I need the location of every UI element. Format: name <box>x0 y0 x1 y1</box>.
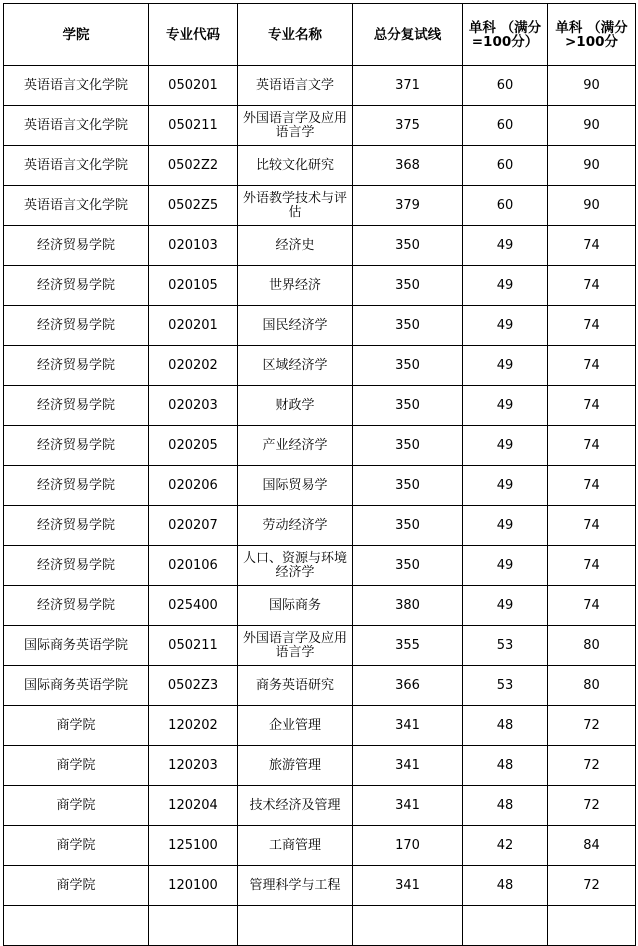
cell-single-over100: 90 <box>548 66 636 106</box>
cell-single-100: 60 <box>463 66 548 106</box>
cell-code: 0502Z2 <box>149 146 238 186</box>
cell-college: 商学院 <box>4 746 149 786</box>
cell-code: 120204 <box>149 786 238 826</box>
cell-empty <box>4 906 149 946</box>
cell-major: 商务英语研究 <box>238 666 353 706</box>
cell-college: 英语语言文化学院 <box>4 66 149 106</box>
cell-single-over100: 74 <box>548 426 636 466</box>
cell-major: 财政学 <box>238 386 353 426</box>
cell-empty <box>238 906 353 946</box>
table-row <box>4 306 636 346</box>
cell-major: 国际贸易学 <box>238 466 353 506</box>
cell-college: 经济贸易学院 <box>4 346 149 386</box>
cell-code: 020105 <box>149 266 238 306</box>
cell-college: 商学院 <box>4 706 149 746</box>
table-row <box>4 266 636 306</box>
cell-total-line: 368 <box>353 146 463 186</box>
cell-code: 020106 <box>149 546 238 586</box>
cell-college: 英语语言文化学院 <box>4 106 149 146</box>
cell-college: 商学院 <box>4 866 149 906</box>
header-total-line: 总分复试线 <box>353 4 463 66</box>
cell-single-over100: 74 <box>548 386 636 426</box>
cell-college: 经济贸易学院 <box>4 386 149 426</box>
cell-single-100: 49 <box>463 306 548 346</box>
cell-code: 125100 <box>149 826 238 866</box>
cell-total-line: 350 <box>353 386 463 426</box>
cell-single-100: 49 <box>463 546 548 586</box>
cell-total-line: 355 <box>353 626 463 666</box>
table-row <box>4 346 636 386</box>
cell-college: 国际商务英语学院 <box>4 666 149 706</box>
table-row <box>4 666 636 706</box>
table-row <box>4 866 636 906</box>
table-row <box>4 746 636 786</box>
cell-code: 0502Z3 <box>149 666 238 706</box>
cell-single-over100: 74 <box>548 266 636 306</box>
cell-single-100: 48 <box>463 746 548 786</box>
cell-major: 技术经济及管理 <box>238 786 353 826</box>
cell-total-line: 375 <box>353 106 463 146</box>
table-row <box>4 466 636 506</box>
cell-single-over100: 72 <box>548 786 636 826</box>
cell-single-100: 49 <box>463 466 548 506</box>
cell-single-over100: 74 <box>548 346 636 386</box>
table-row <box>4 546 636 586</box>
cell-college: 经济贸易学院 <box>4 466 149 506</box>
cell-major: 劳动经济学 <box>238 506 353 546</box>
partial-row <box>4 906 636 946</box>
header-college: 学院 <box>4 4 149 66</box>
cell-total-line: 350 <box>353 226 463 266</box>
score-table <box>3 3 636 946</box>
header-major: 专业名称 <box>238 4 353 66</box>
cell-total-line: 341 <box>353 866 463 906</box>
cell-single-over100: 74 <box>548 466 636 506</box>
cell-code: 020202 <box>149 346 238 386</box>
cell-single-100: 60 <box>463 186 548 226</box>
cell-major: 区域经济学 <box>238 346 353 386</box>
cell-major: 外语教学技术与评估 <box>238 186 353 226</box>
cell-major: 外国语言学及应用语言学 <box>238 626 353 666</box>
table-row <box>4 786 636 826</box>
cell-college: 商学院 <box>4 786 149 826</box>
cell-single-over100: 90 <box>548 146 636 186</box>
cell-empty <box>149 906 238 946</box>
cell-major: 比较文化研究 <box>238 146 353 186</box>
cell-single-over100: 74 <box>548 586 636 626</box>
cell-single-100: 49 <box>463 266 548 306</box>
cell-total-line: 350 <box>353 466 463 506</box>
table-row <box>4 826 636 866</box>
cell-major: 工商管理 <box>238 826 353 866</box>
cell-total-line: 366 <box>353 666 463 706</box>
cell-total-line: 350 <box>353 546 463 586</box>
header-code: 专业代码 <box>149 4 238 66</box>
table-row <box>4 706 636 746</box>
cell-single-100: 48 <box>463 706 548 746</box>
cell-code: 120100 <box>149 866 238 906</box>
cell-empty <box>353 906 463 946</box>
cell-single-over100: 90 <box>548 106 636 146</box>
cell-single-100: 49 <box>463 346 548 386</box>
cell-college: 经济贸易学院 <box>4 226 149 266</box>
cell-single-over100: 90 <box>548 186 636 226</box>
cell-code: 020201 <box>149 306 238 346</box>
table-row <box>4 106 636 146</box>
cell-total-line: 341 <box>353 786 463 826</box>
cell-major: 人口、资源与环境经济学 <box>238 546 353 586</box>
cell-major: 产业经济学 <box>238 426 353 466</box>
cell-single-over100: 74 <box>548 306 636 346</box>
cell-code: 025400 <box>149 586 238 626</box>
table-row <box>4 146 636 186</box>
cell-total-line: 380 <box>353 586 463 626</box>
cell-code: 020103 <box>149 226 238 266</box>
cell-college: 经济贸易学院 <box>4 546 149 586</box>
table-row <box>4 186 636 226</box>
cell-total-line: 341 <box>353 746 463 786</box>
cell-single-100: 60 <box>463 146 548 186</box>
cell-single-over100: 74 <box>548 546 636 586</box>
cell-total-line: 170 <box>353 826 463 866</box>
cell-single-100: 48 <box>463 866 548 906</box>
cell-single-100: 48 <box>463 786 548 826</box>
cell-single-100: 49 <box>463 386 548 426</box>
cell-major: 旅游管理 <box>238 746 353 786</box>
cell-single-over100: 74 <box>548 226 636 266</box>
table-row <box>4 626 636 666</box>
cell-major: 经济史 <box>238 226 353 266</box>
cell-total-line: 350 <box>353 506 463 546</box>
table-row <box>4 506 636 546</box>
cell-total-line: 341 <box>353 706 463 746</box>
cell-single-over100: 80 <box>548 626 636 666</box>
cell-total-line: 350 <box>353 306 463 346</box>
cell-code: 050201 <box>149 66 238 106</box>
cell-total-line: 350 <box>353 346 463 386</box>
cell-empty <box>463 906 548 946</box>
cell-major: 外国语言学及应用语言学 <box>238 106 353 146</box>
cell-single-100: 49 <box>463 506 548 546</box>
cell-college: 国际商务英语学院 <box>4 626 149 666</box>
cell-major: 世界经济 <box>238 266 353 306</box>
cell-single-100: 53 <box>463 666 548 706</box>
cell-single-over100: 84 <box>548 826 636 866</box>
cell-major: 国民经济学 <box>238 306 353 346</box>
cell-single-100: 49 <box>463 426 548 466</box>
table-row <box>4 426 636 466</box>
cell-major: 英语语言文学 <box>238 66 353 106</box>
cell-major: 管理科学与工程 <box>238 866 353 906</box>
cell-total-line: 350 <box>353 426 463 466</box>
cell-single-over100: 74 <box>548 506 636 546</box>
cell-total-line: 350 <box>353 266 463 306</box>
cell-college: 经济贸易学院 <box>4 306 149 346</box>
table-row <box>4 226 636 266</box>
cell-empty <box>548 906 636 946</box>
cell-single-over100: 72 <box>548 746 636 786</box>
cell-total-line: 371 <box>353 66 463 106</box>
cell-single-over100: 72 <box>548 866 636 906</box>
cell-major: 企业管理 <box>238 706 353 746</box>
cell-total-line: 379 <box>353 186 463 226</box>
cell-code: 120202 <box>149 706 238 746</box>
cell-code: 0502Z5 <box>149 186 238 226</box>
cell-code: 020207 <box>149 506 238 546</box>
cell-college: 经济贸易学院 <box>4 506 149 546</box>
cell-code: 020206 <box>149 466 238 506</box>
cell-single-100: 49 <box>463 226 548 266</box>
cell-college: 经济贸易学院 <box>4 586 149 626</box>
cell-college: 英语语言文化学院 <box>4 186 149 226</box>
cell-single-100: 49 <box>463 586 548 626</box>
cell-college: 经济贸易学院 <box>4 266 149 306</box>
cell-code: 120203 <box>149 746 238 786</box>
table-row <box>4 66 636 106</box>
cell-code: 050211 <box>149 626 238 666</box>
cell-major: 国际商务 <box>238 586 353 626</box>
header-single-over100: 单科 （满分>100分 <box>548 4 636 66</box>
header-row <box>4 4 636 66</box>
cell-single-100: 60 <box>463 106 548 146</box>
table-row <box>4 586 636 626</box>
cell-code: 020203 <box>149 386 238 426</box>
cell-college: 商学院 <box>4 826 149 866</box>
cell-single-100: 53 <box>463 626 548 666</box>
table-row <box>4 386 636 426</box>
cell-college: 英语语言文化学院 <box>4 146 149 186</box>
cell-code: 050211 <box>149 106 238 146</box>
cell-single-over100: 72 <box>548 706 636 746</box>
cell-single-100: 42 <box>463 826 548 866</box>
cell-college: 经济贸易学院 <box>4 426 149 466</box>
header-single-100: 单科 （满分=100分） <box>463 4 548 66</box>
cell-single-over100: 80 <box>548 666 636 706</box>
cell-code: 020205 <box>149 426 238 466</box>
